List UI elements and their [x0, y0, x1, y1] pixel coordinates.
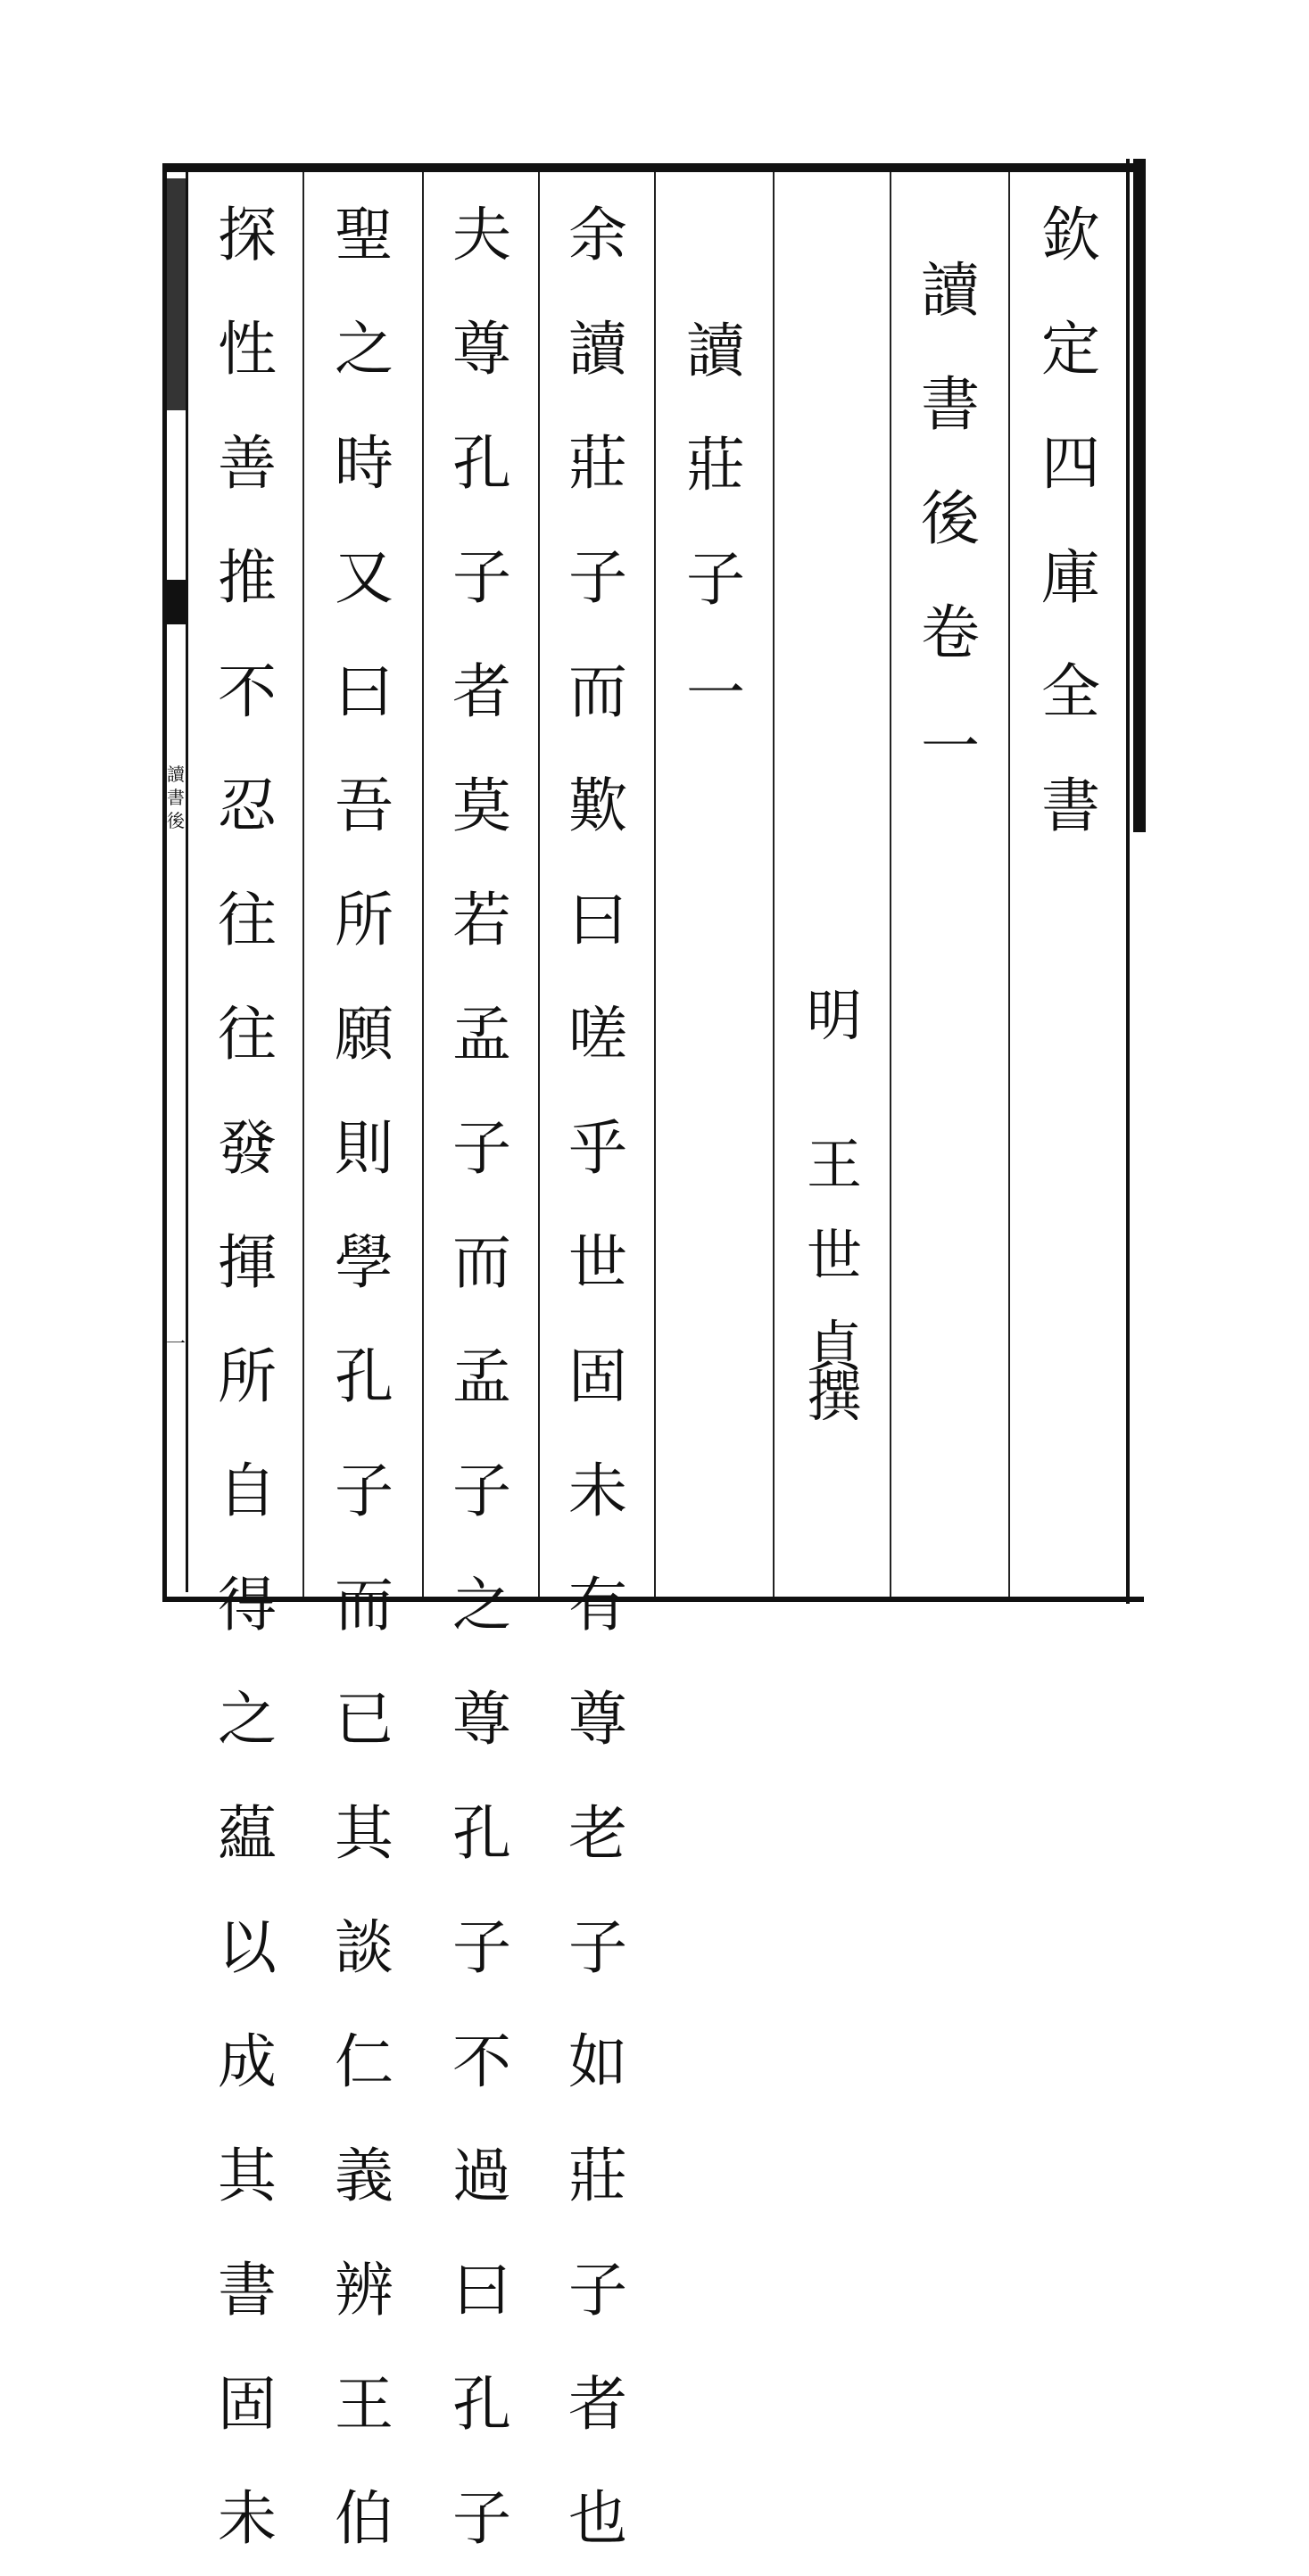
character: 子	[452, 543, 511, 612]
character: 以	[218, 1913, 277, 1982]
character: 性	[218, 315, 277, 384]
character: 善	[218, 429, 277, 498]
frame-right-border	[1133, 159, 1146, 832]
character: 子	[452, 2484, 511, 2553]
character: 王	[335, 2370, 394, 2439]
body-column-3	[328, 178, 400, 2576]
character: 不	[218, 657, 277, 726]
character: 書	[167, 787, 185, 808]
character: 往	[218, 886, 277, 954]
character: 者	[452, 657, 511, 726]
frame-bottom-border	[162, 1597, 1144, 1602]
character: 尊	[452, 1685, 511, 1754]
character: 發	[218, 1114, 277, 1183]
character: 如	[568, 2027, 627, 2096]
column-divider	[538, 172, 540, 1597]
frame-right-inner-border	[1126, 159, 1130, 1604]
character: 未	[568, 1457, 627, 1525]
character: 未	[218, 2484, 277, 2553]
character: 歎	[568, 772, 627, 840]
character: 成	[218, 2027, 277, 2096]
character: 談	[335, 1913, 394, 1982]
character: 所	[218, 1342, 277, 1411]
character: 全	[1041, 657, 1100, 726]
gutter-fish-tail-mark	[163, 178, 186, 410]
character: 讀	[921, 256, 980, 325]
character: 不	[452, 2027, 511, 2096]
character: 孟	[452, 1342, 511, 1411]
character: 者	[568, 2370, 627, 2439]
character: 余	[568, 201, 627, 269]
character: 夫	[452, 201, 511, 269]
character: 乎	[568, 1114, 627, 1183]
character: 撰	[806, 1364, 862, 1429]
character: 貞	[806, 1314, 862, 1379]
character: 又	[335, 543, 394, 612]
character: 庫	[1041, 543, 1100, 612]
character: 之	[452, 1571, 511, 1639]
character: 曰	[335, 657, 394, 726]
character: 孔	[452, 2370, 511, 2439]
character: 嗟	[568, 1000, 627, 1069]
character: 孟	[452, 1000, 511, 1069]
character: 四	[1041, 429, 1100, 498]
character: 其	[218, 2142, 277, 2210]
character: 有	[568, 1571, 627, 1639]
collection-title	[1035, 178, 1106, 863]
character: 欽	[1041, 201, 1100, 269]
frame-top-border	[162, 163, 1144, 172]
character: 一	[686, 659, 745, 728]
character: 願	[335, 1000, 394, 1069]
character: 也	[568, 2484, 627, 2553]
character: 則	[335, 1114, 394, 1183]
character: 尊	[452, 315, 511, 384]
character: 子	[568, 543, 627, 612]
character: 一	[921, 713, 980, 781]
character: 卷	[921, 599, 980, 667]
column-divider	[422, 172, 424, 1597]
character: 莊	[568, 2142, 627, 2210]
column-divider	[773, 172, 775, 1597]
character: 莫	[452, 772, 511, 840]
column-divider	[890, 172, 891, 1597]
character: 讀	[686, 317, 745, 385]
gutter-title	[166, 763, 186, 832]
character: 孔	[452, 429, 511, 498]
character: 自	[218, 1457, 277, 1525]
character: 過	[452, 2142, 511, 2210]
character: 定	[1041, 315, 1100, 384]
column-divider	[1008, 172, 1010, 1597]
character: 其	[335, 1799, 394, 1868]
character: 藴	[218, 1799, 277, 1868]
character: 世	[806, 1223, 862, 1288]
section-title	[680, 294, 751, 751]
character: 尊	[568, 1685, 627, 1754]
character: 已	[335, 1685, 394, 1754]
character: 子	[452, 1913, 511, 1982]
character: 子	[568, 2256, 627, 2324]
character: 得	[218, 1571, 277, 1639]
column-divider	[302, 172, 304, 1597]
character: 子	[452, 1114, 511, 1183]
character: 讀	[167, 764, 185, 785]
body-column-4	[211, 178, 283, 2576]
character: 若	[452, 886, 511, 954]
character: 子	[568, 1913, 627, 1982]
character: 揮	[218, 1228, 277, 1297]
character: 之	[218, 1685, 277, 1754]
character: 探	[218, 201, 277, 269]
body-column-1	[562, 178, 634, 2576]
author-role	[799, 1351, 870, 1442]
character: 固	[568, 1342, 627, 1411]
character: 忍	[218, 772, 277, 840]
character: 明	[806, 983, 862, 1048]
character: 書	[921, 370, 980, 439]
character: 子	[686, 545, 745, 614]
character: 孔	[335, 1342, 394, 1411]
character: 書	[218, 2256, 277, 2324]
character: 莊	[568, 429, 627, 498]
gutter-fish-tail-mark	[163, 580, 186, 624]
volume-title	[915, 234, 986, 805]
character: 世	[568, 1228, 627, 1297]
character: 推	[218, 543, 277, 612]
character: 讀	[568, 315, 627, 384]
character: 王	[806, 1132, 862, 1197]
character: 子	[452, 1457, 511, 1525]
column-divider	[654, 172, 656, 1597]
character: 而	[335, 1571, 394, 1639]
gutter-page-number: 一	[166, 1333, 186, 1356]
character: 時	[335, 429, 394, 498]
character: 仁	[335, 2027, 394, 2096]
character: 所	[335, 886, 394, 954]
character: 聖	[335, 201, 394, 269]
character: 學	[335, 1228, 394, 1297]
character: 而	[452, 1228, 511, 1297]
character: 曰	[452, 2256, 511, 2324]
character: 辨	[335, 2256, 394, 2324]
character: 伯	[335, 2484, 394, 2553]
character: 而	[568, 657, 627, 726]
character: 老	[568, 1799, 627, 1868]
character: 莊	[686, 431, 745, 500]
character: 之	[335, 315, 394, 384]
character: 固	[218, 2370, 277, 2439]
character: 後	[167, 810, 185, 831]
character: 義	[335, 2142, 394, 2210]
character: 孔	[452, 1799, 511, 1868]
character: 書	[1041, 772, 1100, 840]
character: 後	[921, 484, 980, 553]
character: 曰	[568, 886, 627, 954]
author-dynasty	[799, 970, 870, 1061]
character: 子	[335, 1457, 394, 1525]
body-column-2	[446, 178, 518, 2576]
character: 吾	[335, 772, 394, 840]
character: 往	[218, 1000, 277, 1069]
